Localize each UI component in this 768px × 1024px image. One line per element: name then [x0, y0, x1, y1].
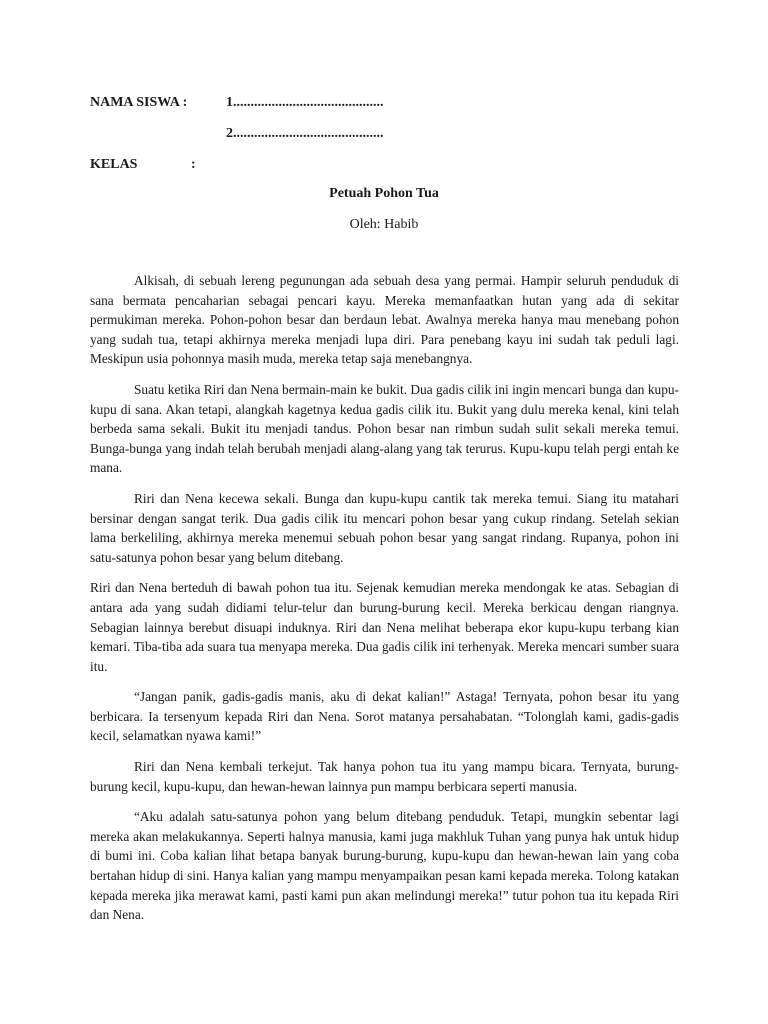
kelas-label: KELAS: [90, 157, 138, 172]
paragraph: “Jangan panik, gadis-gadis manis, aku di dekat kalian!” Astaga! Ternyata, pohon besar itu yang berbicara. Ia tersenyum kepada Riri dan Nena. Sorot matanya persahabatan. “Tolonglah kami, gadis-gadis kecil, selamatkan nyawa kami!”: [90, 689, 679, 744]
paragraph: Alkisah, di sebuah lereng pegunungan ada sebuah desa yang permai. Hampir seluruh penduduk di sana bermata pencaharian sebagai pencari kayu. Mereka memanfaatkan hutan yang ada di sekitar permukiman mereka. Pohon-pohon besar dan berdaun lebat. Awalnya mereka hanya mau menebang pohon yang sudah tua, tetapi akhirnya mereka menjadi lupa diri. Para penebang kayu ini sudah tak peduli lagi. Meskipun usia pohonnya masih muda, mereka tetap saja menebangnya.: [90, 273, 679, 367]
story-title: Petuah Pohon Tua: [329, 186, 439, 201]
story-author: Oleh: Habib: [349, 217, 419, 232]
kelas-colon: :: [191, 157, 196, 172]
paragraph: Riri dan Nena kembali terkejut. Tak hanya pohon tua itu yang mampu bicara. Ternyata, burung-burung kecil, kupu-kupu, dan hewan-hewan lainnya pun mampu berbicara seperti manusia.: [90, 759, 679, 794]
nama-siswa-line-1: 1...........................................: [226, 95, 384, 110]
paragraph: Suatu ketika Riri dan Nena bermain-main ke bukit. Dua gadis cilik ini ingin mencari bunga dan kupu-kupu di sana. Akan tetapi, alangkah kagetnya kedua gadis cilik itu. Bukit yang dulu mereka kenal, kini telah berbeda sama sekali. Bukit itu menjadi tandus. Pohon besar nan rimbun sudah sulit sekali mereka temui. Bunga-bunga yang indah telah berubah menjadi alang-alang yang tak terurus. Kupu-kupu telah pergi entah ke mana.: [90, 381, 679, 476]
paragraph: Riri dan Nena kecewa sekali. Bunga dan kupu-kupu cantik tak mereka temui. Siang itu matahari bersinar dengan sangat terik. Dua gadis cilik itu mencari pohon besar yang cukup rindang. Setelah sekian lama berkeliling, akhirnya mereka menemui sebuah pohon besar yang sangat rindang. Rupanya, pohon ini satu-satunya pohon besar yang belum ditebang.: [90, 490, 679, 565]
nama-siswa-line-2: 2...........................................: [226, 126, 384, 141]
paragraph: “Aku adalah satu-satunya pohon yang belum ditebang penduduk. Tetapi, mungkin sebentar lagi mereka akan melakukannya. Seperti halnya manusia, kami juga makhluk Tuhan yang punya hak untuk hidup di bumi ini. Coba kalian lihat betapa banyak burung-burung, kupu-kupu dan hewan-hewan lain yang coba bertahan hidup di sini. Hanya kalian yang mampu menyampaikan pesan kami kepada mereka. Tolong katakan kepada mereka jika merawat kami, pasti kami pun akan melindungi mereka!” tutur pohon tua itu kepada Riri dan Nena.: [90, 809, 679, 923]
paragraph: Riri dan Nena berteduh di bawah pohon tua itu. Sejenak kemudian mereka mendongak ke atas. Sebagian di antara ada yang sudah didiami telur-telur dan burung-burung kecil. Mereka berkicau dengan riangnya. Sebagian lainnya berebut disuapi induknya. Riri dan Nena melihat beberapa ekor kupu-kupu terbang kian kemari. Tiba-tiba ada suara tua menyapa mereka. Dua gadis cilik ini terhenyak. Mereka mencari sumber suara itu.: [90, 580, 679, 674]
story-body: [90, 271, 679, 936]
nama-siswa-label: NAMA SISWA :: [90, 95, 188, 110]
